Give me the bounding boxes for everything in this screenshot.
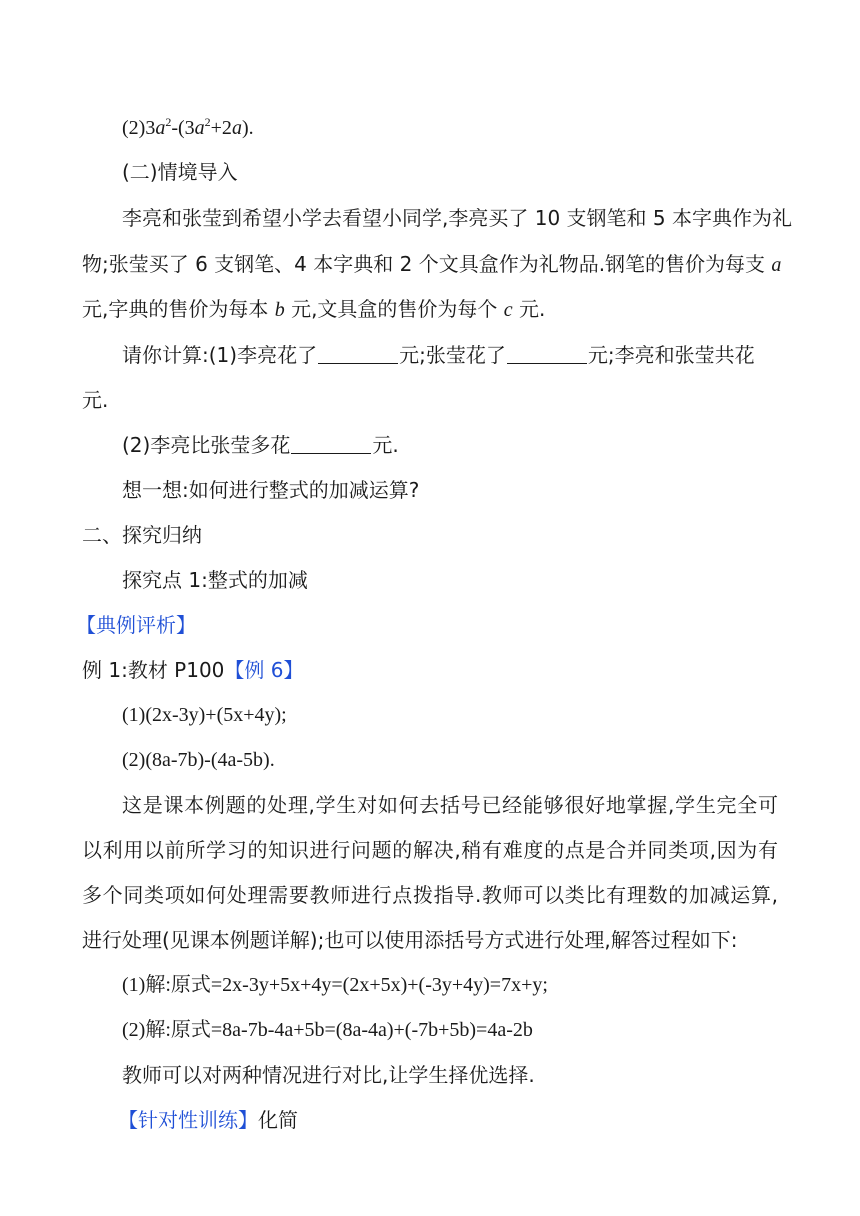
example-reference: 【例 6】 [224, 658, 304, 682]
section-situation-heading: (二)情境导入 [122, 160, 238, 184]
compare-note: 教师可以对两种情况进行对比,让学生择优选择. [122, 1063, 535, 1087]
answer-blank [291, 435, 371, 454]
example-expression-2: (2)(8a-7b)-(4a-5b). [122, 749, 275, 771]
solution-2: (2)解:原式=8a-7b-4a+5b=(8a-4a)+(-7b+5b)=4a-2b [122, 1019, 533, 1041]
para-line-3: 多个同类项如何处理需要教师进行点拨指导.教师可以类比有理数的加减运算, [82, 883, 778, 907]
section-2-heading: 二、探究归纳 [82, 523, 202, 547]
story-line-3: 元,字典的售价为每本 b 元,文具盒的售价为每个 c 元. [82, 297, 546, 321]
answer-blank [507, 345, 587, 364]
answer-blank [318, 345, 398, 364]
example-1-heading: 例 1:教材 P100【例 6】 [82, 658, 304, 682]
warmup-item-2: $(2)3a^2-(3a^2+2a)$. [122, 115, 254, 139]
example-expression-1: (1)(2x-3y)+(5x+4y); [122, 704, 287, 726]
story-line-2: 物;张莹买了 6 支钢笔、4 本字典和 2 个文具盒作为礼物品.钢笔的售价为每支 a [82, 252, 782, 276]
story-line-1: 李亮和张莹到希望小学去看望小同学,李亮买了 10 支钢笔和 5 本字典作为礼 [122, 206, 792, 230]
training-heading: 【针对性训练】化简 [118, 1108, 298, 1132]
think-prompt: 想一想:如何进行整式的加减运算? [122, 478, 420, 502]
para-line-1: 这是课本例题的处理,学生对如何去括号已经能够很好地掌握,学生完全可 [122, 793, 778, 817]
example-analysis-tag: 【典例评析】 [76, 613, 196, 637]
para-line-2: 以利用以前所学习的知识进行问题的解决,稍有难度的点是合并同类项,因为有 [82, 838, 778, 862]
para-line-4: 进行处理(见课本例题详解);也可以使用添括号方式进行处理,解答过程如下: [82, 928, 738, 952]
question-1: 请你计算:(1)李亮花了 元;张莹花了 元;李亮和张莹共花 [122, 343, 755, 367]
question-1-end: 元. [82, 388, 109, 412]
explore-point-1: 探究点 1:整式的加减 [122, 568, 308, 592]
question-2: (2)李亮比张莹多花 元. [122, 433, 399, 457]
solution-1: (1)解:原式=2x-3y+5x+4y=(2x+5x)+(-3y+4y)=7x+y; [122, 974, 548, 996]
training-tag: 【针对性训练】 [118, 1108, 258, 1132]
